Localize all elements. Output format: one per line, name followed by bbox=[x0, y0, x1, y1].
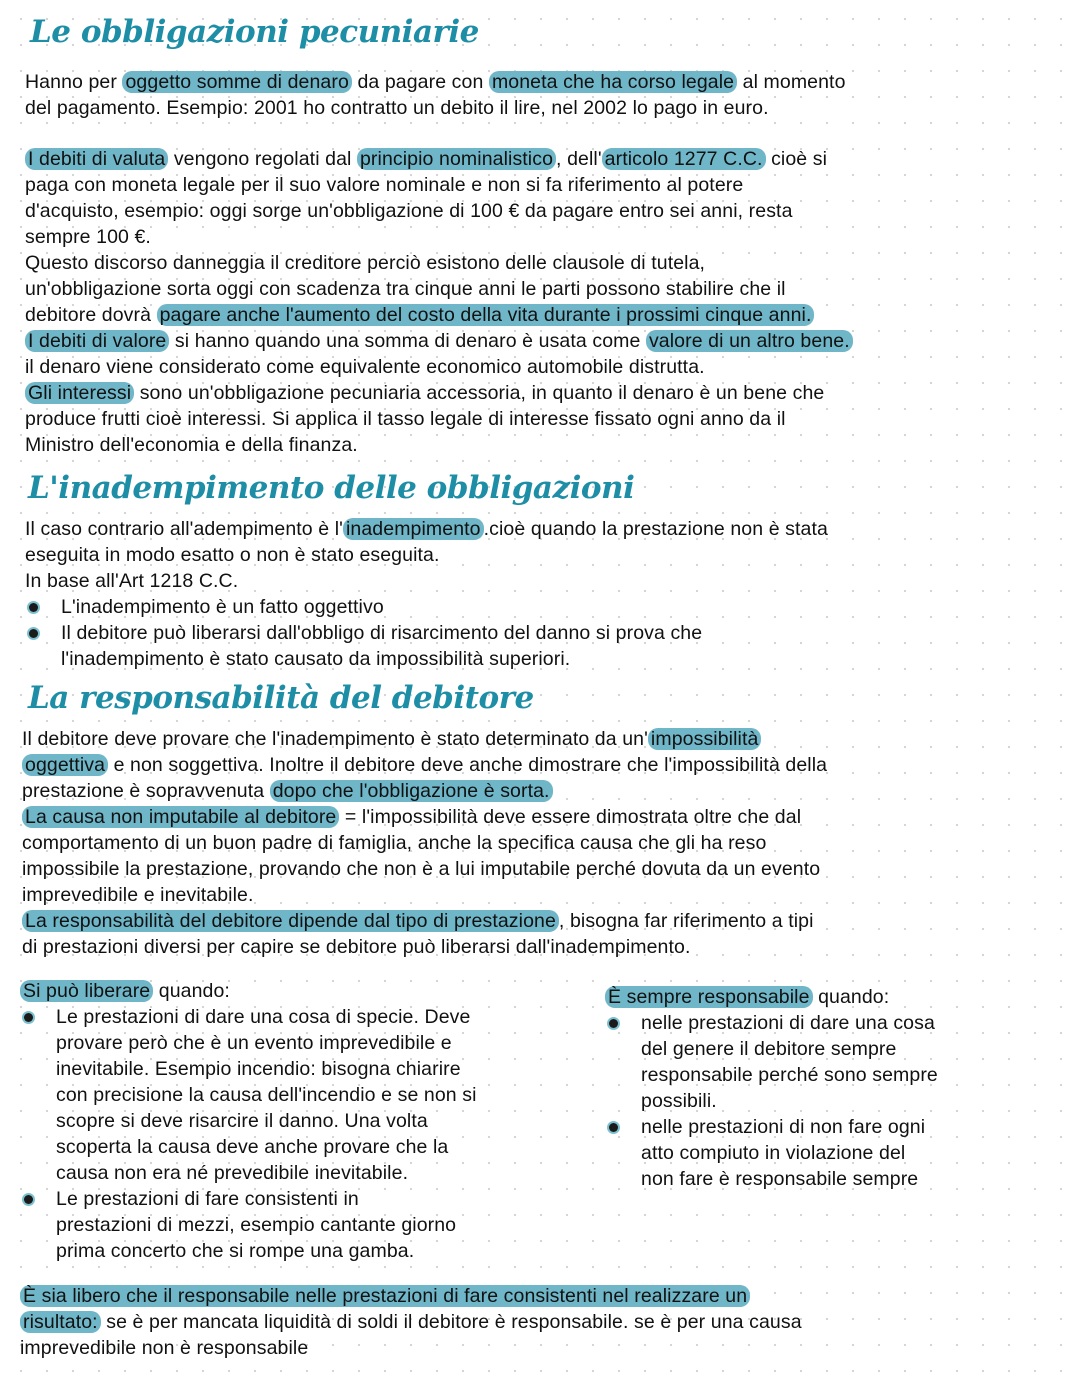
bullet-item bbox=[605, 1010, 1045, 1036]
text-line bbox=[25, 146, 853, 172]
text: prima concerto che si rompe una gamba. bbox=[56, 1240, 415, 1262]
text: , dell' bbox=[556, 148, 602, 170]
text-line bbox=[25, 568, 828, 594]
text-line bbox=[605, 984, 1045, 1010]
heading-obbligazioni-pecuniarie: Le obbligazioni pecuniarie bbox=[30, 14, 479, 50]
text-line bbox=[605, 1140, 1045, 1166]
heading-responsabilita: La responsabilità del debitore bbox=[28, 680, 534, 716]
bullet-item bbox=[25, 594, 828, 620]
text-line bbox=[25, 276, 853, 302]
text: se è per mancata liquidità di soldi il debitore è responsabile. se è per una causa bbox=[100, 1311, 802, 1333]
text: scoperta la causa deve anche provare che la bbox=[56, 1136, 449, 1158]
paragraph-inadempimento bbox=[25, 516, 828, 672]
highlighted-text: inadempimento bbox=[343, 518, 484, 540]
text: responsabile perché sono sempre bbox=[641, 1064, 938, 1086]
text: inevitabile. Esempio incendio: bisogna chiarire bbox=[56, 1058, 461, 1080]
highlighted-text: articolo 1277 C.C. bbox=[602, 148, 766, 170]
text-line bbox=[25, 406, 853, 432]
text-line bbox=[20, 1082, 580, 1108]
text-line bbox=[25, 198, 853, 224]
paragraph-responsabilita bbox=[22, 726, 827, 960]
text: cioè si bbox=[765, 148, 828, 170]
paragraph-debiti bbox=[25, 146, 853, 458]
text-line bbox=[25, 380, 853, 406]
text: In base all'Art 1218 C.C. bbox=[25, 570, 239, 592]
text: L'inadempimento è un fatto oggettivo bbox=[61, 596, 384, 618]
highlighted-text: impossibilità bbox=[648, 728, 762, 750]
text-line bbox=[20, 1030, 580, 1056]
bullet-icon bbox=[29, 603, 38, 612]
text: il denaro viene considerato come equivalente economico automobile distrutta. bbox=[25, 356, 705, 378]
text: atto compiuto in violazione del bbox=[641, 1142, 906, 1164]
bullet-item bbox=[605, 1114, 1045, 1140]
text: Le prestazioni di fare consistenti in bbox=[56, 1188, 359, 1210]
text-line bbox=[20, 1335, 802, 1361]
highlighted-text: I debiti di valuta bbox=[25, 148, 168, 170]
text: da pagare con bbox=[351, 71, 489, 93]
text: non fare è responsabile sempre bbox=[641, 1168, 919, 1190]
highlighted-text: È sempre responsabile bbox=[605, 986, 813, 1008]
text: Le prestazioni di dare una cosa di specie. Deve bbox=[56, 1006, 471, 1028]
text: si hanno quando una somma di denaro è usata come bbox=[169, 330, 646, 352]
bullet-item bbox=[25, 620, 828, 646]
text-line bbox=[22, 830, 827, 856]
text-line bbox=[25, 224, 853, 250]
highlighted-text: principio nominalistico bbox=[357, 148, 556, 170]
text-line bbox=[25, 250, 853, 276]
text: nelle prestazioni di non fare ogni bbox=[641, 1116, 926, 1138]
text-line bbox=[20, 1212, 580, 1238]
text-line bbox=[25, 516, 828, 542]
bullet-icon bbox=[609, 1123, 618, 1132]
heading-inadempimento: L'inadempimento delle obbligazioni bbox=[28, 470, 635, 506]
text-line bbox=[25, 172, 853, 198]
text: nelle prestazioni di dare una cosa bbox=[641, 1012, 935, 1034]
bullet-item bbox=[20, 1004, 580, 1030]
text: quando: bbox=[812, 986, 890, 1008]
paragraph-oggetto bbox=[25, 69, 846, 121]
text: scopre si deve risarcire il danno. Una volta bbox=[56, 1110, 428, 1132]
text: Il caso contrario all'adempimento è l' bbox=[25, 518, 343, 540]
text-line bbox=[25, 432, 853, 458]
highlighted-text: moneta che ha corso legale bbox=[489, 71, 737, 93]
highlighted-text: La causa non imputabile al debitore bbox=[22, 806, 339, 828]
text-line bbox=[22, 934, 827, 960]
highlighted-text: dopo che l'obbligazione è sorta. bbox=[270, 780, 553, 802]
text: possibili. bbox=[641, 1090, 717, 1112]
text: Il debitore deve provare che l'inadempimento è stato determinato da un' bbox=[22, 728, 648, 750]
text-line bbox=[605, 1088, 1045, 1114]
bullet-icon bbox=[29, 629, 38, 638]
text-line bbox=[25, 69, 846, 95]
bullet-icon bbox=[609, 1019, 618, 1028]
text-line bbox=[22, 778, 827, 804]
text-line bbox=[22, 908, 827, 934]
text-line bbox=[20, 1056, 580, 1082]
text-line bbox=[20, 1108, 580, 1134]
text: debitore dovrà bbox=[25, 304, 157, 326]
text: eseguita in modo esatto o non è stato eseguita. bbox=[25, 544, 440, 566]
text: sempre 100 €. bbox=[25, 226, 151, 248]
highlighted-text: È sia libero che il responsabile nelle prestazioni di fare consistenti nel realizzare un bbox=[20, 1285, 750, 1307]
text: Questo discorso danneggia il creditore perciò esistono delle clausole di tutela, bbox=[25, 252, 706, 274]
text: d'acquisto, esempio: oggi sorge un'obbligazione di 100 € da pagare entro sei anni, resta bbox=[25, 200, 793, 222]
text: con precisione la causa dell'incendio e se non si bbox=[56, 1084, 477, 1106]
text: Hanno per bbox=[25, 71, 123, 93]
text: al momento bbox=[737, 71, 846, 93]
text: prestazione è sopravvenuta bbox=[22, 780, 270, 802]
highlighted-text: oggetto somme di denaro bbox=[122, 71, 351, 93]
text: .cioè quando la prestazione non è stata bbox=[483, 518, 828, 540]
text-line bbox=[25, 354, 853, 380]
highlighted-text: pagare anche l'aumento del costo della vita durante i prossimi cinque anni. bbox=[157, 304, 815, 326]
text: di prestazioni diversi per capire se debitore può liberarsi dall'inadempimento. bbox=[22, 936, 691, 958]
text: del pagamento. Esempio: 2001 ho contratto un debito il lire, nel 2002 lo pago in euro. bbox=[25, 97, 769, 119]
text: vengono regolati dal bbox=[168, 148, 357, 170]
text-line bbox=[605, 1062, 1045, 1088]
text-line bbox=[22, 752, 827, 778]
highlighted-text: I debiti di valore bbox=[25, 330, 169, 352]
text-line bbox=[20, 1283, 802, 1309]
text: Ministro dell'economia e della finanza. bbox=[25, 434, 358, 456]
text: del genere il debitore sempre bbox=[641, 1038, 897, 1060]
text: imprevedibile non è responsabile bbox=[20, 1337, 309, 1359]
text-line bbox=[22, 804, 827, 830]
text-line bbox=[605, 1036, 1045, 1062]
highlighted-text: Si può liberare bbox=[20, 980, 153, 1002]
text: l'inadempimento è stato causato da impossibilità superiori. bbox=[61, 648, 571, 670]
text: comportamento di un buon padre di famiglia, anche la specifica causa che gli ha reso bbox=[22, 832, 767, 854]
text: provare però che è un evento imprevedibile e bbox=[56, 1032, 452, 1054]
text-line bbox=[22, 882, 827, 908]
highlighted-text: La responsabilità del debitore dipende dal tipo di prestazione bbox=[22, 910, 559, 932]
highlighted-text: risultato: bbox=[20, 1311, 101, 1333]
text: sono un'obbligazione pecuniaria accessoria, in quanto il denaro è un bene che bbox=[134, 382, 825, 404]
column-si-puo-liberare bbox=[20, 978, 580, 1264]
text-line bbox=[25, 95, 846, 121]
highlighted-text: Gli interessi bbox=[25, 382, 134, 404]
text: prestazioni di mezzi, esempio cantante giorno bbox=[56, 1214, 457, 1236]
text-line bbox=[25, 302, 853, 328]
text: impossibile la prestazione, provando che non è a lui imputabile perché dovuta da un evento bbox=[22, 858, 821, 880]
text-line bbox=[25, 328, 853, 354]
highlighted-text: oggettiva bbox=[22, 754, 108, 776]
text-line bbox=[20, 1238, 580, 1264]
highlighted-text: valore di un altro bene. bbox=[646, 330, 853, 352]
text-line bbox=[25, 646, 828, 672]
text: e non soggettiva. Inoltre il debitore deve anche dimostrare che l'impossibilità della bbox=[108, 754, 828, 776]
text-line bbox=[25, 542, 828, 568]
paragraph-libero-e-responsabile bbox=[20, 1283, 802, 1361]
text-line bbox=[20, 1160, 580, 1186]
bullet-item bbox=[20, 1186, 580, 1212]
text-line bbox=[20, 978, 580, 1004]
bullet-icon bbox=[24, 1013, 33, 1022]
text-line bbox=[22, 856, 827, 882]
text-line bbox=[20, 1134, 580, 1160]
bullet-icon bbox=[24, 1195, 33, 1204]
text: causa non era né prevedibile inevitabile. bbox=[56, 1162, 409, 1184]
column-sempre-responsabile bbox=[605, 984, 1045, 1192]
text: , bisogna far riferimento a tipi bbox=[558, 910, 814, 932]
text-line bbox=[20, 1309, 802, 1335]
text: Il debitore può liberarsi dall'obbligo di risarcimento del danno si prova che bbox=[61, 622, 703, 644]
text: un'obbligazione sorta oggi con scadenza tra cinque anni le parti possono stabilire che il bbox=[25, 278, 786, 300]
text: quando: bbox=[153, 980, 230, 1002]
text: produce frutti cioè interessi. Si applica il tasso legale di interesse fissato ogni anno da il bbox=[25, 408, 786, 430]
text: paga con moneta legale per il suo valore nominale e non si fa riferimento al potere bbox=[25, 174, 744, 196]
text: = l'impossibilità deve essere dimostrata oltre che dal bbox=[339, 806, 802, 828]
text-line bbox=[22, 726, 827, 752]
text-line bbox=[605, 1166, 1045, 1192]
text: imprevedibile e inevitabile. bbox=[22, 884, 254, 906]
